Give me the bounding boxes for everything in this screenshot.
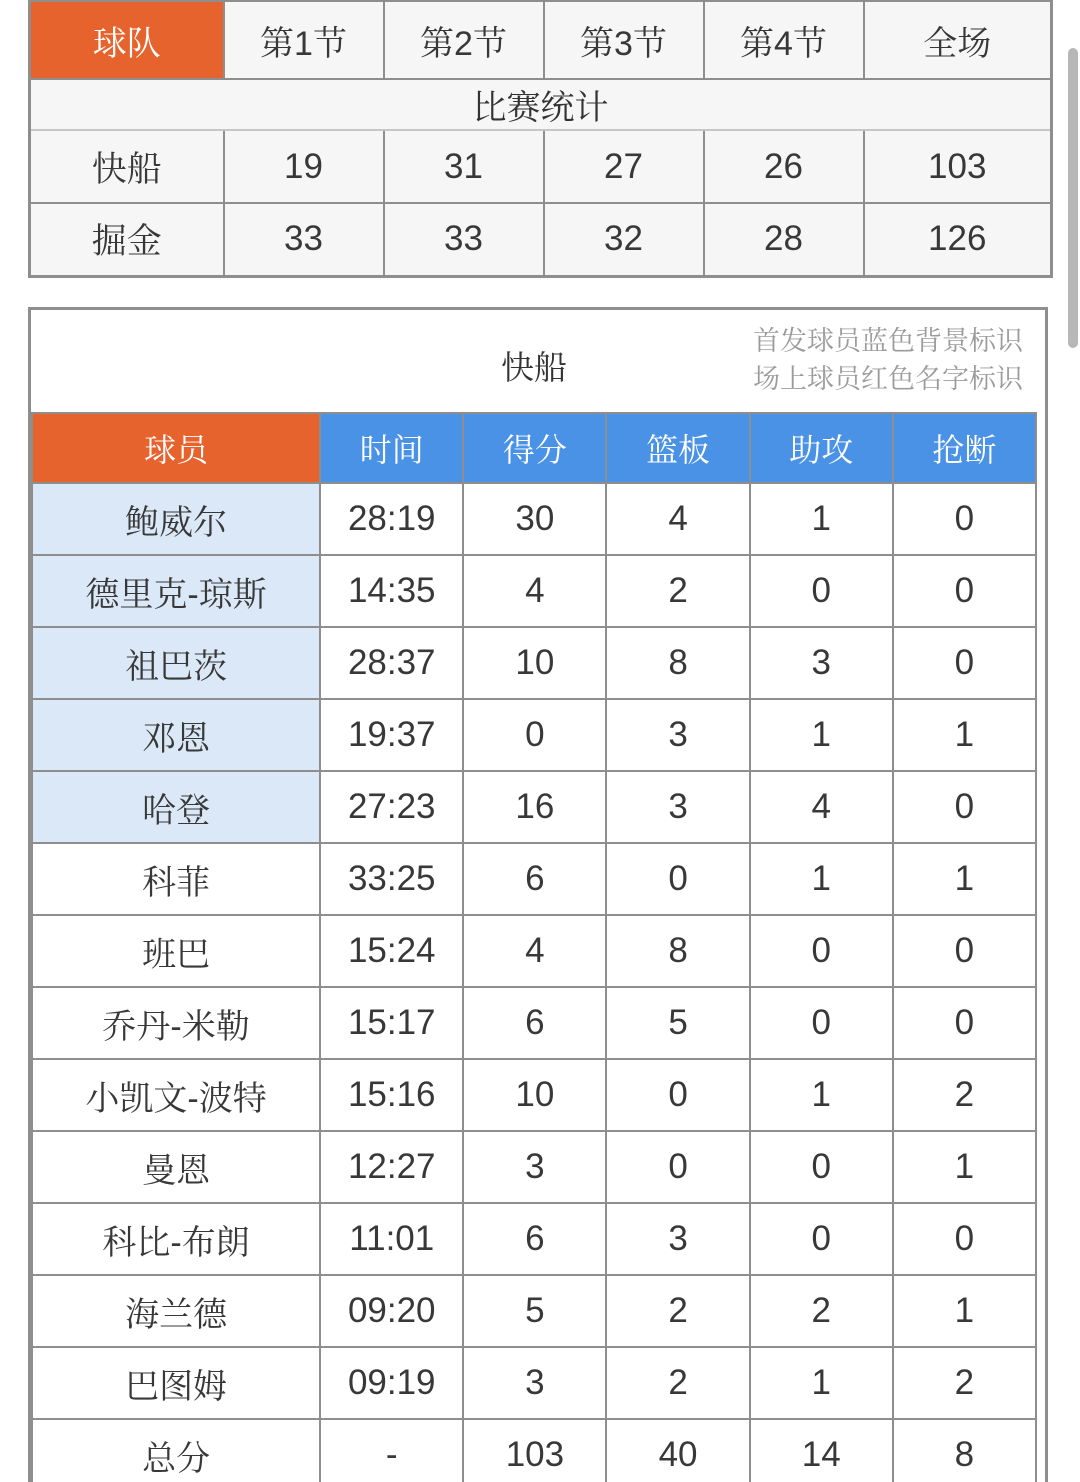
player-name-cell: 乔丹-米勒 xyxy=(32,987,320,1059)
assists-cell: 1 xyxy=(750,1347,893,1419)
rebounds-cell: 3 xyxy=(606,699,749,771)
player-name-cell: 科比-布朗 xyxy=(32,1203,320,1275)
minutes-cell: 27:23 xyxy=(320,771,463,843)
player-name-cell: 科菲 xyxy=(32,843,320,915)
rebounds-cell: 8 xyxy=(606,915,749,987)
player-name-cell: 总分 xyxy=(32,1419,320,1482)
page-title: 比赛统计 xyxy=(30,79,1052,130)
steals-cell: 0 xyxy=(893,627,1036,699)
steals-cell: 0 xyxy=(893,771,1036,843)
points-cell: 3 xyxy=(463,1347,606,1419)
player-row xyxy=(32,1059,1036,1131)
player-column-header: 球员 xyxy=(32,413,320,483)
quarter-header-row xyxy=(30,1,1052,79)
points-cell: 3 xyxy=(463,1131,606,1203)
minutes-column-header: 时间 xyxy=(320,413,463,483)
player-name-cell: 海兰德 xyxy=(32,1275,320,1347)
assists-cell: 0 xyxy=(750,915,893,987)
q2-column-header: 第2节 xyxy=(384,1,544,79)
team-row xyxy=(30,130,1052,203)
score-cell: 28 xyxy=(704,203,864,276)
player-name-cell: 小凯文-波特 xyxy=(32,1059,320,1131)
assists-cell: 1 xyxy=(750,843,893,915)
player-name-cell: 曼恩 xyxy=(32,1131,320,1203)
score-cell: 31 xyxy=(384,130,544,203)
rebounds-cell: 2 xyxy=(606,1275,749,1347)
assists-cell: 1 xyxy=(750,699,893,771)
player-row xyxy=(32,1131,1036,1203)
rebounds-column-header: 篮板 xyxy=(606,413,749,483)
player-row xyxy=(32,1203,1036,1275)
points-column-header: 得分 xyxy=(463,413,606,483)
points-cell: 6 xyxy=(463,1203,606,1275)
player-name-cell: 巴图姆 xyxy=(32,1347,320,1419)
minutes-cell: 15:16 xyxy=(320,1059,463,1131)
team-title: 快船 xyxy=(501,348,567,386)
title-row xyxy=(30,79,1052,130)
player-row xyxy=(32,483,1036,555)
points-cell: 30 xyxy=(463,483,606,555)
team-column-header: 球队 xyxy=(30,1,224,79)
player-row xyxy=(32,915,1036,987)
rebounds-cell: 40 xyxy=(606,1419,749,1482)
rebounds-cell: 8 xyxy=(606,627,749,699)
player-stats-table xyxy=(31,412,1037,1482)
assists-cell: 0 xyxy=(750,555,893,627)
points-cell: 4 xyxy=(463,915,606,987)
player-name-cell: 邓恩 xyxy=(32,699,320,771)
steals-cell: 2 xyxy=(893,1059,1036,1131)
quarter-scores-table xyxy=(28,0,1053,278)
steals-cell: 1 xyxy=(893,1131,1036,1203)
player-name-cell: 德里克-琼斯 xyxy=(32,555,320,627)
assists-cell: 14 xyxy=(750,1419,893,1482)
rebounds-cell: 5 xyxy=(606,987,749,1059)
player-name-cell: 祖巴茨 xyxy=(32,627,320,699)
q4-column-header: 第4节 xyxy=(704,1,864,79)
player-name-cell: 班巴 xyxy=(32,915,320,987)
minutes-cell: 09:20 xyxy=(320,1275,463,1347)
assists-cell: 0 xyxy=(750,987,893,1059)
score-cell: 103 xyxy=(864,130,1052,203)
player-row xyxy=(32,771,1036,843)
points-cell: 16 xyxy=(463,771,606,843)
legend xyxy=(753,322,1023,398)
steals-cell: 1 xyxy=(893,843,1036,915)
player-row xyxy=(32,843,1036,915)
minutes-cell: 14:35 xyxy=(320,555,463,627)
score-cell: 26 xyxy=(704,130,864,203)
steals-cell: 0 xyxy=(893,483,1036,555)
score-cell: 33 xyxy=(384,203,544,276)
assists-cell: 1 xyxy=(750,483,893,555)
minutes-cell: 11:01 xyxy=(320,1203,463,1275)
steals-column-header: 抢断 xyxy=(893,413,1036,483)
rebounds-cell: 0 xyxy=(606,1131,749,1203)
q1-column-header: 第1节 xyxy=(224,1,384,79)
points-cell: 0 xyxy=(463,699,606,771)
q3-column-header: 第3节 xyxy=(544,1,704,79)
minutes-cell: - xyxy=(320,1419,463,1482)
player-name-cell: 哈登 xyxy=(32,771,320,843)
score-cell: 32 xyxy=(544,203,704,276)
player-row xyxy=(32,699,1036,771)
player-row xyxy=(32,1347,1036,1419)
minutes-cell: 28:37 xyxy=(320,627,463,699)
player-header-row xyxy=(32,413,1036,483)
points-cell: 6 xyxy=(463,843,606,915)
player-row xyxy=(32,555,1036,627)
points-cell: 10 xyxy=(463,1059,606,1131)
rebounds-cell: 0 xyxy=(606,1059,749,1131)
minutes-cell: 33:25 xyxy=(320,843,463,915)
assists-cell: 0 xyxy=(750,1131,893,1203)
scrollbar-thumb[interactable] xyxy=(1068,48,1078,348)
minutes-cell: 28:19 xyxy=(320,483,463,555)
minutes-cell: 12:27 xyxy=(320,1131,463,1203)
steals-cell: 0 xyxy=(893,555,1036,627)
assists-cell: 3 xyxy=(750,627,893,699)
team-name-cell: 掘金 xyxy=(30,203,224,276)
team-row xyxy=(30,203,1052,276)
steals-cell: 1 xyxy=(893,1275,1036,1347)
points-cell: 103 xyxy=(463,1419,606,1482)
steals-cell: 8 xyxy=(893,1419,1036,1482)
player-row xyxy=(32,627,1036,699)
points-cell: 5 xyxy=(463,1275,606,1347)
rebounds-cell: 3 xyxy=(606,1203,749,1275)
team-name-cell: 快船 xyxy=(30,130,224,203)
assists-cell: 0 xyxy=(750,1203,893,1275)
player-stats-card xyxy=(28,307,1048,1482)
total-row xyxy=(32,1419,1036,1482)
points-cell: 6 xyxy=(463,987,606,1059)
minutes-cell: 15:17 xyxy=(320,987,463,1059)
player-row xyxy=(32,1275,1036,1347)
score-cell: 19 xyxy=(224,130,384,203)
assists-cell: 2 xyxy=(750,1275,893,1347)
assists-cell: 4 xyxy=(750,771,893,843)
score-cell: 27 xyxy=(544,130,704,203)
total-column-header: 全场 xyxy=(864,1,1052,79)
rebounds-cell: 2 xyxy=(606,555,749,627)
score-cell: 126 xyxy=(864,203,1052,276)
player-row xyxy=(32,987,1036,1059)
rebounds-cell: 2 xyxy=(606,1347,749,1419)
rebounds-cell: 0 xyxy=(606,843,749,915)
steals-cell: 1 xyxy=(893,699,1036,771)
player-name-cell: 鲍威尔 xyxy=(32,483,320,555)
rebounds-cell: 3 xyxy=(606,771,749,843)
minutes-cell: 15:24 xyxy=(320,915,463,987)
score-cell: 33 xyxy=(224,203,384,276)
steals-cell: 0 xyxy=(893,1203,1036,1275)
rebounds-cell: 4 xyxy=(606,483,749,555)
legend-oncourt-note: 场上球员红色名字标识 xyxy=(753,364,1023,394)
minutes-cell: 09:19 xyxy=(320,1347,463,1419)
points-cell: 4 xyxy=(463,555,606,627)
steals-cell: 2 xyxy=(893,1347,1036,1419)
player-stats-card-header xyxy=(31,310,1037,412)
assists-cell: 1 xyxy=(750,1059,893,1131)
points-cell: 10 xyxy=(463,627,606,699)
steals-cell: 0 xyxy=(893,915,1036,987)
minutes-cell: 19:37 xyxy=(320,699,463,771)
assists-column-header: 助攻 xyxy=(750,413,893,483)
legend-starter-note: 首发球员蓝色背景标识 xyxy=(753,326,1023,356)
steals-cell: 0 xyxy=(893,987,1036,1059)
